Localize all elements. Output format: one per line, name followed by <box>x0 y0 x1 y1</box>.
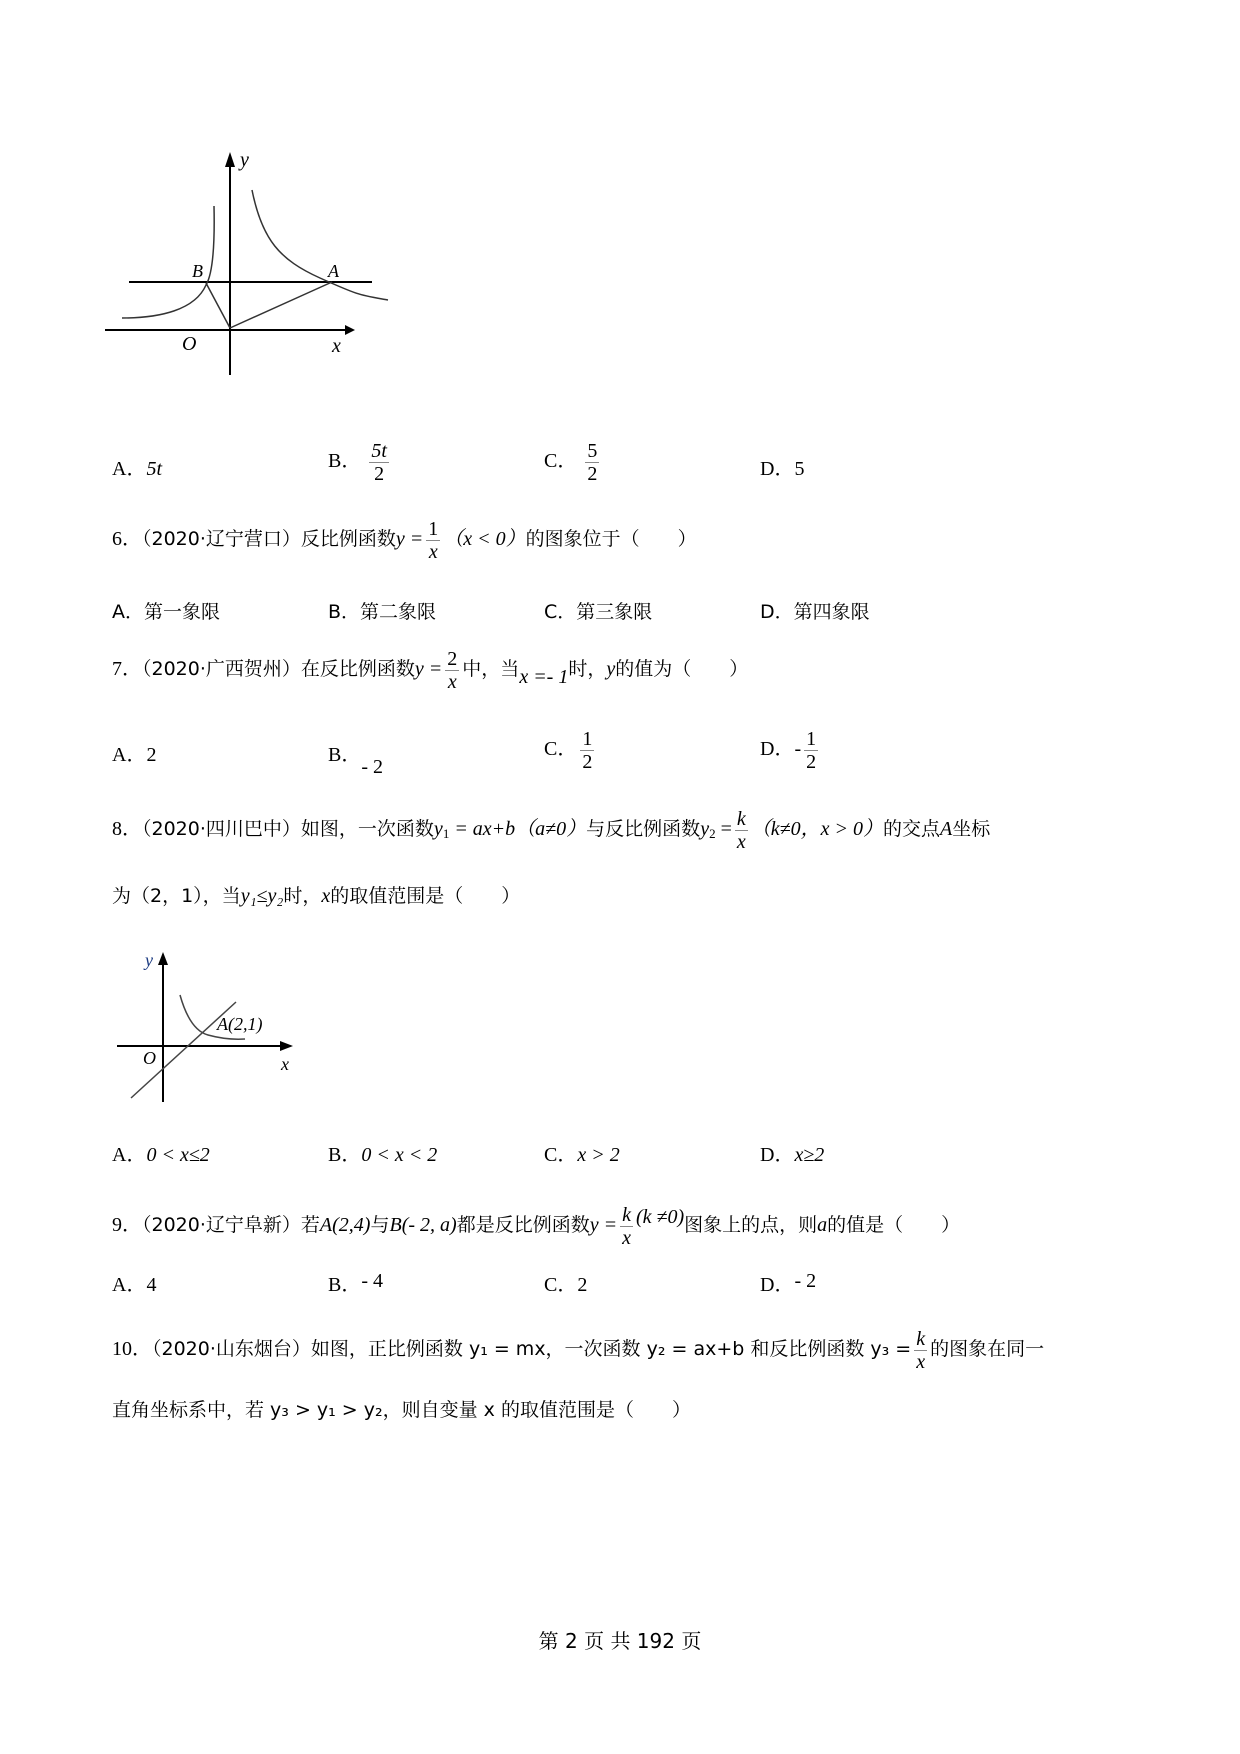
fraction: $\frac{1}{x}$ <box>428 518 439 563</box>
q5-option-c[interactable] <box>544 440 602 485</box>
point-a-label: A(2,1) <box>217 1014 263 1034</box>
fraction: $\frac{k}{x}$ <box>622 1204 631 1249</box>
y-axis-label: y <box>240 149 249 171</box>
question-8-stem-line2: 为（2，1），当y₁≤y₂时，x的取值范围是（ ） <box>112 885 521 907</box>
q9-option-a[interactable]: A．4 <box>112 1274 157 1296</box>
question-source: （2020·辽宁营口） <box>142 528 301 551</box>
q8-option-d[interactable]: D．x≥2 <box>760 1144 825 1166</box>
y-axis-label: y <box>145 950 153 970</box>
q5-option-a[interactable] <box>112 457 162 481</box>
q7-option-d[interactable]: D．- $\frac{1}{2}$ <box>760 728 817 773</box>
x-axis-label: x <box>332 335 341 357</box>
q8-option-b[interactable]: B．0 < x < 2 <box>328 1144 438 1166</box>
question-7-stem: 7．（2020·广西贺州）在反比例函数y = $\frac{2}{x}$ 中，当x =- 1时，y的值为（ ） <box>112 648 749 693</box>
question-source: （2020·山东烟台） <box>152 1338 311 1361</box>
page-footer: 第 2 页 共 192 页 <box>538 1629 702 1653</box>
figure-q5-graph <box>100 140 390 420</box>
q6-option-c[interactable]: C．第三象限 <box>544 601 653 623</box>
q6-option-b[interactable]: B．第二象限 <box>328 601 437 623</box>
q7-option-b[interactable]: B．- 2 <box>328 744 384 778</box>
question-10-stem-line2: 直角坐标系中，若 y₃ > y₁ > y₂，则自变量 x 的取值范围是（ ） <box>112 1399 691 1421</box>
fraction: $\frac{1}{2}$ <box>806 728 817 773</box>
fraction: $\frac{5}{2}$ <box>587 440 598 485</box>
origin-label: O <box>143 1048 156 1068</box>
question-6-stem: 6．（2020·辽宁营口）反比例函数y = $\frac{1}{x}$ （x < 0）的图象位于（ ） <box>112 518 697 563</box>
point-a-label: A <box>328 261 339 281</box>
question-source: （2020·辽宁阜新） <box>142 1214 301 1237</box>
q5-option-b[interactable] <box>328 440 392 485</box>
question-source: （2020·广西贺州） <box>142 658 301 681</box>
question-10-stem-line1: 10．（2020·山东烟台）如图，正比例函数 y₁ = mx，一次函数 y₂ = ax+b 和反比例函数 y₃ = $\frac{k}{x}$ 的图象在同一 <box>112 1328 1045 1373</box>
fraction: $\frac{1}{2}$ <box>582 728 593 773</box>
figure-q8-graph <box>105 940 305 1110</box>
q7-option-a[interactable]: A．2 <box>112 744 157 766</box>
option-value: 5t <box>146 458 163 480</box>
fraction: $\frac{k}{x}$ <box>736 808 746 853</box>
option-letter: D． <box>760 458 795 480</box>
q9-option-c[interactable]: C．2 <box>544 1274 588 1296</box>
fraction: $\frac{k}{x}$ <box>916 1328 926 1373</box>
q8-option-a[interactable]: A．0 < x≤2 <box>112 1144 210 1166</box>
q9-option-d[interactable]: D．- 2 <box>760 1270 817 1296</box>
q5-option-d[interactable] <box>760 457 804 481</box>
fraction: $\frac{5t}{2}$ <box>371 440 387 485</box>
question-9-stem: 9．（2020·辽宁阜新）若A(2,4)与B(- 2, a)都是反比例函数y = $\frac{k}{x}$ (k ≠0)图象上的点，则a的值是（ ） <box>112 1204 961 1249</box>
option-letter: A． <box>112 458 147 480</box>
question-8-stem-line1: 8．（2020·四川巴中）如图，一次函数$y_1 = ax+b(a\ne 0)$与反比例函数$y_2$ = $\frac{k}{x}$ （k≠0，x > 0）的交点A坐标 <box>112 808 991 853</box>
q9-option-b[interactable]: B．- 4 <box>328 1270 384 1296</box>
option-value: 5 <box>794 458 805 480</box>
q8-option-c[interactable]: C．x > 2 <box>544 1144 620 1166</box>
origin-label: O <box>182 333 197 355</box>
question-source: （2020·四川巴中） <box>142 818 301 841</box>
option-letter: C． <box>544 450 578 473</box>
q7-option-c[interactable]: C． $\frac{1}{2}$ <box>544 728 593 773</box>
q6-option-d[interactable]: D．第四象限 <box>760 601 870 623</box>
option-letter: B． <box>328 450 362 473</box>
point-b-label: B <box>192 261 203 281</box>
x-axis-label: x <box>281 1054 289 1074</box>
q6-option-a[interactable]: A．第一象限 <box>112 601 221 623</box>
fraction: $\frac{2}{x}$ <box>447 648 458 693</box>
